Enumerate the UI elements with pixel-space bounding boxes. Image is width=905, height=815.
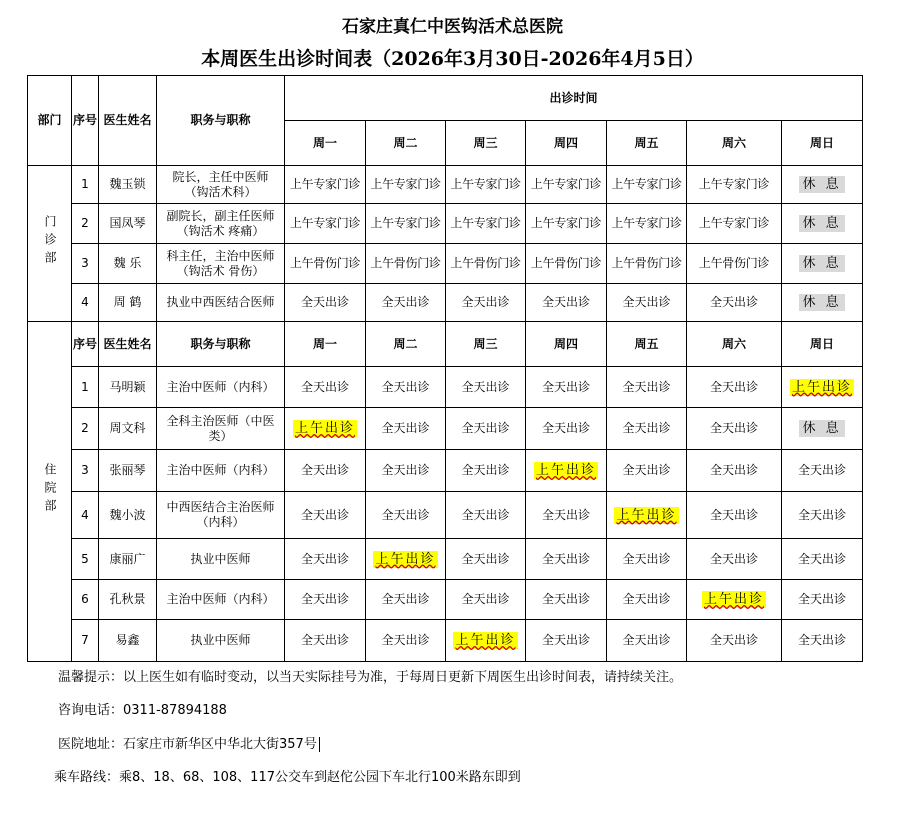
schedule-text: 上午专家门诊 bbox=[611, 216, 682, 230]
schedule-cell bbox=[782, 450, 863, 492]
schedule-cell bbox=[526, 450, 607, 492]
doctor-row bbox=[28, 367, 863, 408]
schedule-cell bbox=[446, 284, 526, 322]
schedule-cell bbox=[446, 244, 526, 284]
schedule-cell bbox=[366, 408, 446, 450]
schedule-cell bbox=[285, 492, 366, 539]
schedule-text: 全天出诊 bbox=[541, 551, 590, 566]
schedule-cell bbox=[526, 539, 607, 580]
day-header: 周二 bbox=[366, 121, 446, 166]
schedule-cell bbox=[526, 620, 607, 662]
schedule-cell bbox=[526, 244, 607, 284]
schedule-cell bbox=[687, 367, 782, 408]
schedule-text: 全天出诊 bbox=[541, 507, 590, 522]
schedule-cell bbox=[687, 580, 782, 620]
schedule-cell bbox=[446, 450, 526, 492]
header-title: 职务与职称 bbox=[157, 76, 285, 166]
schedule-cell bbox=[366, 204, 446, 244]
schedule-cell bbox=[782, 539, 863, 580]
schedule-text: 上午骨伤门诊 bbox=[370, 256, 441, 270]
day-header: 周日 bbox=[782, 121, 863, 166]
doctor-name: 易鑫 bbox=[99, 620, 157, 662]
schedule-text: 全天出诊 bbox=[709, 463, 758, 477]
hospital-name: 石家庄真仁中医钩活术总医院 bbox=[342, 17, 563, 37]
schedule-cell bbox=[366, 492, 446, 539]
schedule-cell bbox=[285, 539, 366, 580]
doctor-title: 执业中医师 bbox=[157, 539, 285, 580]
day-header: 周三 bbox=[446, 322, 526, 367]
schedule-cell bbox=[607, 450, 687, 492]
rest-badge: 休 息 bbox=[799, 255, 844, 272]
day-header: 周日 bbox=[782, 322, 863, 367]
doctor-name: 马明颖 bbox=[99, 367, 157, 408]
highlighted-schedule-text: 上午出诊 bbox=[294, 421, 355, 436]
schedule-title: 本周医生出诊时间表（2026年3月30日-2026年4月5日） bbox=[201, 48, 704, 70]
doctor-row bbox=[28, 284, 863, 322]
schedule-cell bbox=[285, 450, 366, 492]
schedule-table bbox=[27, 75, 863, 662]
doctor-row bbox=[28, 244, 863, 284]
schedule-cell bbox=[366, 450, 446, 492]
doctor-name: 孔秋景 bbox=[99, 580, 157, 620]
schedule-text: 全天出诊 bbox=[381, 421, 430, 435]
schedule-cell bbox=[782, 166, 863, 204]
schedule-text: 全天出诊 bbox=[381, 295, 430, 309]
schedule-cell bbox=[687, 284, 782, 322]
schedule-text: 全天出诊 bbox=[461, 463, 510, 477]
highlighted-schedule-text: 上午出诊 bbox=[535, 463, 596, 478]
seq-cell: 4 bbox=[72, 492, 99, 539]
schedule-cell bbox=[607, 580, 687, 620]
schedule-cell bbox=[607, 204, 687, 244]
schedule-cell bbox=[607, 620, 687, 662]
schedule-text: 全天出诊 bbox=[300, 379, 349, 394]
dept-label bbox=[28, 322, 72, 662]
schedule-text: 全天出诊 bbox=[461, 295, 510, 309]
schedule-cell bbox=[285, 580, 366, 620]
doctor-name: 张丽琴 bbox=[99, 450, 157, 492]
schedule-text: 上午专家门诊 bbox=[370, 177, 441, 191]
schedule-text: 全天出诊 bbox=[798, 463, 847, 477]
highlighted-schedule-text: 上午出诊 bbox=[703, 592, 764, 607]
seq-cell: 4 bbox=[72, 284, 99, 322]
day-header: 周四 bbox=[526, 121, 607, 166]
header-title: 职务与职称 bbox=[157, 322, 285, 367]
schedule-cell bbox=[782, 244, 863, 284]
schedule-text: 全天出诊 bbox=[541, 379, 590, 394]
doctor-title: 中西医结合主治医师（内科） bbox=[157, 492, 285, 539]
schedule-text: 全天出诊 bbox=[709, 295, 758, 309]
schedule-text: 上午专家门诊 bbox=[450, 177, 521, 191]
schedule-text: 全天出诊 bbox=[541, 592, 590, 606]
schedule-cell bbox=[607, 244, 687, 284]
schedule-cell bbox=[526, 492, 607, 539]
schedule-text: 上午骨伤门诊 bbox=[611, 256, 682, 270]
header-doctor: 医生姓名 bbox=[99, 322, 157, 367]
schedule-cell bbox=[285, 284, 366, 322]
schedule-text: 全天出诊 bbox=[622, 592, 671, 606]
schedule-cell bbox=[687, 244, 782, 284]
doctor-name: 国凤琴 bbox=[99, 204, 157, 244]
doctor-title: 主治中医师（内科） bbox=[157, 450, 285, 492]
schedule-cell bbox=[366, 580, 446, 620]
schedule-text: 全天出诊 bbox=[461, 592, 510, 606]
schedule-text: 全天出诊 bbox=[461, 551, 510, 566]
footer-phone: 咨询电话：0311-87894188 bbox=[58, 703, 227, 718]
schedule-cell bbox=[607, 539, 687, 580]
footer-route: 乘车路线：乘8、18、68、108、117公交车到赵佗公园下车北行100米路东即到 bbox=[54, 770, 521, 785]
doctor-row bbox=[28, 620, 863, 662]
doctor-name: 魏小波 bbox=[99, 492, 157, 539]
schedule-text: 全天出诊 bbox=[300, 295, 349, 309]
schedule-cell bbox=[526, 408, 607, 450]
doctor-title: 执业中医师 bbox=[157, 620, 285, 662]
day-header: 周一 bbox=[285, 322, 366, 367]
schedule-cell bbox=[446, 204, 526, 244]
schedule-text: 上午专家门诊 bbox=[698, 177, 770, 191]
doctor-row bbox=[28, 408, 863, 450]
doctor-title: 全科主治医师（中医类） bbox=[157, 408, 285, 450]
schedule-text: 上午专家门诊 bbox=[370, 216, 441, 230]
schedule-text: 全天出诊 bbox=[622, 295, 671, 309]
dept-name: 住院部 bbox=[43, 462, 57, 517]
doctor-row bbox=[28, 166, 863, 204]
schedule-text: 全天出诊 bbox=[709, 633, 758, 647]
schedule-cell bbox=[526, 166, 607, 204]
schedule-cell bbox=[526, 204, 607, 244]
schedule-cell bbox=[607, 166, 687, 204]
doctor-title: 主治中医师（内科） bbox=[157, 580, 285, 620]
schedule-cell bbox=[446, 539, 526, 580]
doctor-title: 科主任，主治中医师（钩活术 骨伤） bbox=[157, 244, 285, 284]
schedule-cell bbox=[366, 244, 446, 284]
schedule-text: 上午专家门诊 bbox=[289, 216, 361, 230]
schedule-cell bbox=[285, 244, 366, 284]
seq-cell: 1 bbox=[72, 166, 99, 204]
schedule-text: 全天出诊 bbox=[300, 551, 349, 566]
schedule-cell bbox=[285, 166, 366, 204]
schedule-text: 全天出诊 bbox=[798, 507, 847, 522]
doctor-name: 周文科 bbox=[99, 408, 157, 450]
schedule-cell bbox=[285, 367, 366, 408]
footer-address bbox=[58, 733, 320, 752]
schedule-text: 全天出诊 bbox=[381, 379, 430, 394]
header-seq: 序号 bbox=[72, 76, 99, 166]
schedule-text: 全天出诊 bbox=[381, 592, 430, 606]
schedule-text: 上午专家门诊 bbox=[530, 177, 602, 191]
highlighted-schedule-text: 上午出诊 bbox=[616, 507, 677, 523]
schedule-text: 全天出诊 bbox=[381, 463, 430, 477]
seq-cell: 6 bbox=[72, 580, 99, 620]
schedule-cell bbox=[526, 367, 607, 408]
header-dept: 部门 bbox=[28, 76, 72, 166]
schedule-cell bbox=[782, 367, 863, 408]
schedule-text: 全天出诊 bbox=[461, 421, 510, 435]
schedule-cell bbox=[782, 408, 863, 450]
schedule-text: 全天出诊 bbox=[798, 551, 847, 566]
schedule-cell bbox=[687, 492, 782, 539]
doctor-name: 魏 乐 bbox=[99, 244, 157, 284]
day-header: 周三 bbox=[446, 121, 526, 166]
schedule-cell bbox=[446, 492, 526, 539]
doctor-title: 副院长，副主任医师（钩活术 疼痛） bbox=[157, 204, 285, 244]
schedule-text: 上午专家门诊 bbox=[698, 216, 770, 230]
schedule-text: 全天出诊 bbox=[709, 507, 758, 522]
schedule-text: 上午骨伤门诊 bbox=[530, 256, 602, 270]
section-header-row bbox=[28, 322, 863, 367]
schedule-cell bbox=[446, 367, 526, 408]
schedule-text: 全天出诊 bbox=[709, 421, 758, 435]
seq-cell: 5 bbox=[72, 539, 99, 580]
schedule-text: 全天出诊 bbox=[461, 507, 510, 522]
footer-tip: 温馨提示：以上医生如有临时变动，以当天实际挂号为准，于每周日更新下周医生出诊时间表，请持续关注。 bbox=[58, 670, 683, 685]
rest-badge: 休 息 bbox=[799, 420, 844, 437]
rest-badge: 休 息 bbox=[799, 294, 844, 311]
schedule-text: 全天出诊 bbox=[461, 379, 510, 394]
seq-cell: 1 bbox=[72, 367, 99, 408]
rest-badge: 休 息 bbox=[799, 215, 844, 232]
schedule-cell bbox=[687, 408, 782, 450]
schedule-text: 全天出诊 bbox=[300, 592, 349, 606]
schedule-cell bbox=[607, 284, 687, 322]
day-header: 周一 bbox=[285, 121, 366, 166]
schedule-text: 全天出诊 bbox=[541, 421, 590, 435]
header-seq: 序号 bbox=[72, 322, 99, 367]
schedule-text: 上午专家门诊 bbox=[530, 216, 602, 230]
schedule-text: 全天出诊 bbox=[622, 633, 671, 647]
schedule-cell bbox=[526, 284, 607, 322]
schedule-text: 全天出诊 bbox=[381, 633, 430, 647]
schedule-text: 全天出诊 bbox=[541, 633, 590, 647]
schedule-cell bbox=[607, 408, 687, 450]
doctor-row bbox=[28, 580, 863, 620]
schedule-text: 上午专家门诊 bbox=[611, 177, 682, 191]
schedule-cell bbox=[446, 166, 526, 204]
schedule-text: 上午专家门诊 bbox=[450, 216, 521, 230]
schedule-text: 全天出诊 bbox=[622, 463, 671, 477]
highlighted-schedule-text: 上午出诊 bbox=[375, 551, 436, 567]
schedule-cell bbox=[782, 204, 863, 244]
day-header: 周六 bbox=[687, 322, 782, 367]
day-header: 周二 bbox=[366, 322, 446, 367]
dept-name: 门诊部 bbox=[43, 214, 57, 269]
schedule-text: 上午骨伤门诊 bbox=[698, 256, 770, 270]
header-doctor: 医生姓名 bbox=[99, 76, 157, 166]
schedule-text: 全天出诊 bbox=[709, 379, 758, 394]
schedule-text: 全天出诊 bbox=[622, 551, 671, 566]
highlighted-schedule-text: 上午出诊 bbox=[455, 633, 516, 648]
schedule-cell bbox=[366, 620, 446, 662]
schedule-cell bbox=[687, 204, 782, 244]
doctor-row bbox=[28, 539, 863, 580]
doctor-name: 康丽广 bbox=[99, 539, 157, 580]
rest-badge: 休 息 bbox=[799, 176, 844, 193]
day-header: 周四 bbox=[526, 322, 607, 367]
schedule-cell bbox=[782, 620, 863, 662]
schedule-text: 全天出诊 bbox=[709, 551, 758, 566]
schedule-cell bbox=[446, 580, 526, 620]
seq-cell: 2 bbox=[72, 204, 99, 244]
schedule-text: 全天出诊 bbox=[622, 379, 671, 394]
doctor-row bbox=[28, 492, 863, 539]
header-visit-time: 出诊时间 bbox=[285, 76, 863, 121]
schedule-cell bbox=[285, 408, 366, 450]
schedule-cell bbox=[526, 580, 607, 620]
schedule-cell bbox=[285, 620, 366, 662]
schedule-cell bbox=[366, 539, 446, 580]
dept-label bbox=[28, 166, 72, 322]
schedule-text: 全天出诊 bbox=[798, 592, 847, 606]
schedule-cell bbox=[446, 620, 526, 662]
schedule-cell bbox=[782, 580, 863, 620]
highlighted-schedule-text: 上午出诊 bbox=[792, 379, 853, 395]
day-header: 周五 bbox=[607, 322, 687, 367]
schedule-text: 上午骨伤门诊 bbox=[289, 256, 361, 270]
doctor-name: 魏玉锁 bbox=[99, 166, 157, 204]
doctor-title: 主治中医师（内科） bbox=[157, 367, 285, 408]
schedule-text: 上午专家门诊 bbox=[289, 177, 361, 191]
doctor-row bbox=[28, 204, 863, 244]
schedule-cell bbox=[687, 620, 782, 662]
schedule-text: 上午骨伤门诊 bbox=[450, 256, 521, 270]
schedule-text: 全天出诊 bbox=[300, 463, 349, 477]
day-header: 周五 bbox=[607, 121, 687, 166]
seq-cell: 7 bbox=[72, 620, 99, 662]
schedule-cell bbox=[366, 166, 446, 204]
schedule-cell bbox=[782, 492, 863, 539]
day-header: 周六 bbox=[687, 121, 782, 166]
seq-cell: 2 bbox=[72, 408, 99, 450]
schedule-cell bbox=[687, 450, 782, 492]
schedule-cell bbox=[366, 367, 446, 408]
doctor-name: 周 鹤 bbox=[99, 284, 157, 322]
schedule-text: 全天出诊 bbox=[541, 295, 590, 309]
text-cursor bbox=[319, 737, 320, 752]
schedule-text: 全天出诊 bbox=[622, 421, 671, 435]
schedule-text: 全天出诊 bbox=[381, 507, 430, 522]
schedule-cell bbox=[366, 284, 446, 322]
schedule-cell bbox=[687, 539, 782, 580]
seq-cell: 3 bbox=[72, 244, 99, 284]
schedule-text: 全天出诊 bbox=[300, 633, 349, 647]
schedule-text: 全天出诊 bbox=[798, 633, 847, 647]
seq-cell: 3 bbox=[72, 450, 99, 492]
doctor-title: 执业中西医结合医师 bbox=[157, 284, 285, 322]
schedule-cell bbox=[782, 284, 863, 322]
schedule-cell bbox=[446, 408, 526, 450]
schedule-cell bbox=[285, 204, 366, 244]
footer-address-text: 医院地址：石家庄市新华区中华北大街357号 bbox=[58, 737, 317, 752]
doctor-title: 院长，主任中医师（钩活术科） bbox=[157, 166, 285, 204]
doctor-row bbox=[28, 450, 863, 492]
schedule-cell bbox=[607, 367, 687, 408]
schedule-cell bbox=[607, 492, 687, 539]
schedule-text: 全天出诊 bbox=[300, 507, 349, 522]
schedule-cell bbox=[687, 166, 782, 204]
